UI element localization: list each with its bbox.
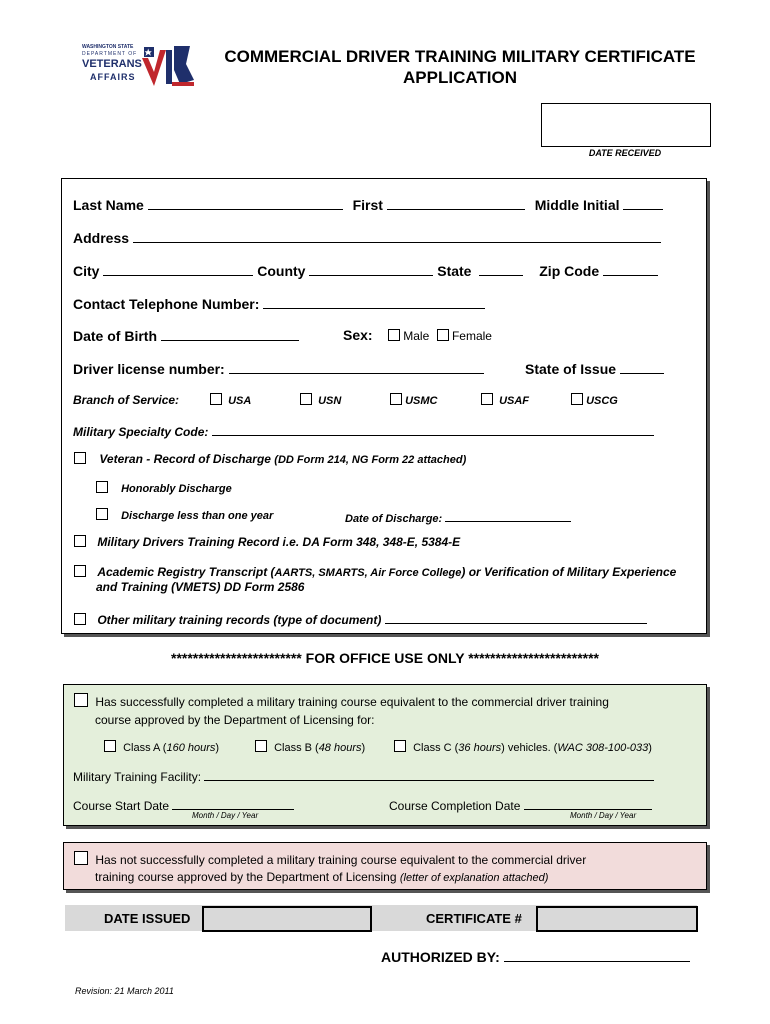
class-a-close: ) bbox=[215, 742, 220, 754]
license-field[interactable] bbox=[229, 360, 484, 374]
usaf-checkbox[interactable] bbox=[481, 393, 493, 405]
phone-row bbox=[73, 295, 485, 312]
state-field[interactable] bbox=[479, 262, 523, 276]
license-label: Driver license number: bbox=[73, 361, 225, 377]
class-a-label: Class A ( bbox=[123, 742, 167, 754]
honorable-label: Honorably Discharge bbox=[121, 483, 232, 495]
fail-note: (letter of explanation attached) bbox=[399, 872, 549, 884]
veteran-checkbox[interactable] bbox=[74, 452, 86, 464]
date-received-box[interactable] bbox=[541, 103, 711, 147]
class-b-row bbox=[255, 740, 365, 754]
authorized-label: AUTHORIZED BY: bbox=[381, 949, 500, 965]
wdva-logo bbox=[78, 44, 198, 88]
success-line2: course approved by the Department of Licensing for: bbox=[95, 713, 375, 727]
less-year-label: Discharge less than one year bbox=[121, 510, 274, 522]
class-c-row bbox=[394, 740, 652, 754]
discharge-date-label: Date of Discharge: bbox=[345, 513, 443, 525]
middle-initial-field[interactable] bbox=[623, 196, 663, 210]
academic-label-small: AARTS, SMARTS, Air Force College bbox=[274, 567, 462, 579]
logo-text-main1: VETERANS bbox=[82, 58, 142, 70]
usa-label: USA bbox=[228, 395, 252, 407]
class-c-checkbox[interactable] bbox=[394, 740, 406, 752]
facility-label: Military Training Facility: bbox=[73, 770, 202, 784]
middle-initial-label: Middle Initial bbox=[534, 197, 620, 213]
class-b-close: ) bbox=[361, 742, 366, 754]
date-issued-field[interactable] bbox=[202, 906, 372, 932]
usn-checkbox[interactable] bbox=[300, 393, 312, 405]
class-a-row bbox=[104, 740, 219, 754]
class-c-hours: 36 hours bbox=[458, 742, 502, 754]
branch-label: Branch of Service: bbox=[73, 393, 180, 407]
mil-drivers-row bbox=[74, 535, 460, 549]
city-label: City bbox=[73, 263, 100, 279]
revision-note: Revision: 21 March 2011 bbox=[75, 986, 174, 996]
form-title-line2: APPLICATION bbox=[403, 68, 517, 87]
city-row bbox=[73, 262, 658, 279]
fail-checkbox[interactable] bbox=[74, 851, 88, 865]
date-issued-label: DATE ISSUED bbox=[104, 911, 191, 926]
logo-text-top: WASHINGTON STATE bbox=[82, 44, 134, 50]
class-c-rest: ) vehicles. ( bbox=[501, 742, 558, 754]
logo-flag-icon bbox=[140, 44, 196, 88]
start-date-hint: Month / Day / Year bbox=[192, 811, 259, 820]
male-checkbox[interactable] bbox=[388, 329, 400, 341]
facility-field[interactable] bbox=[204, 767, 654, 781]
class-b-hours: 48 hours bbox=[318, 742, 362, 754]
fail-line1: Has not successfully completed a military training course equivalent to the commercial driver bbox=[95, 853, 587, 867]
dob-label: Date of Birth bbox=[73, 328, 157, 344]
facility-row bbox=[73, 767, 654, 784]
phone-field[interactable] bbox=[263, 295, 485, 309]
other-label: Other military training records (type of document) bbox=[97, 613, 382, 627]
academic-row bbox=[74, 565, 676, 579]
specialty-label: Military Specialty Code: bbox=[73, 425, 209, 439]
usmc-label: USMC bbox=[405, 395, 438, 407]
honorable-checkbox[interactable] bbox=[96, 481, 108, 493]
sex-row bbox=[343, 327, 492, 343]
branch-usmc bbox=[390, 393, 437, 407]
branch-usaf bbox=[481, 393, 529, 407]
dob-field[interactable] bbox=[161, 327, 299, 341]
veteran-row bbox=[74, 452, 466, 466]
logo-text-mid: DEPARTMENT OF bbox=[82, 51, 138, 57]
class-a-hours: 160 hours bbox=[166, 742, 216, 754]
state-issue-field[interactable] bbox=[620, 360, 664, 374]
class-c-close: ) bbox=[648, 742, 652, 754]
class-c-label: Class C ( bbox=[413, 742, 459, 754]
success-checkbox[interactable] bbox=[74, 693, 88, 707]
zip-field[interactable] bbox=[603, 262, 658, 276]
certificate-label: CERTIFICATE # bbox=[426, 911, 522, 926]
fail-line2: training course approved by the Department of Licensing bbox=[95, 870, 397, 884]
state-issue-row bbox=[525, 360, 664, 377]
less-year-checkbox[interactable] bbox=[96, 508, 108, 520]
license-row bbox=[73, 360, 484, 377]
success-text bbox=[74, 693, 609, 729]
dob-row bbox=[73, 327, 299, 344]
name-row bbox=[73, 196, 663, 213]
branch-usa bbox=[210, 393, 251, 407]
branch-usn bbox=[300, 393, 341, 407]
city-field[interactable] bbox=[103, 262, 253, 276]
start-date-field[interactable] bbox=[172, 796, 294, 810]
date-received-label: DATE RECEIVED bbox=[588, 148, 662, 158]
county-field[interactable] bbox=[309, 262, 433, 276]
veteran-sub-label: (DD Form 214, NG Form 22 attached) bbox=[274, 454, 467, 466]
first-name-label: First bbox=[352, 197, 383, 213]
county-label: County bbox=[257, 263, 306, 279]
usmc-checkbox[interactable] bbox=[390, 393, 402, 405]
completion-date-hint: Month / Day / Year bbox=[570, 811, 637, 820]
address-row bbox=[73, 229, 661, 246]
address-label: Address bbox=[73, 230, 130, 246]
academic-label-b: ) or Verification of Military Experience bbox=[461, 565, 677, 579]
branch-uscg bbox=[571, 393, 618, 407]
mil-drivers-checkbox[interactable] bbox=[74, 535, 86, 547]
specialty-field[interactable] bbox=[212, 422, 654, 436]
academic-checkbox[interactable] bbox=[74, 565, 86, 577]
male-label: Male bbox=[403, 329, 430, 343]
sex-label: Sex: bbox=[343, 327, 373, 343]
form-title-line1: COMMERCIAL DRIVER TRAINING MILITARY CERTIFICATE bbox=[224, 47, 696, 66]
usa-checkbox[interactable] bbox=[210, 393, 222, 405]
last-name-field[interactable] bbox=[148, 196, 343, 210]
less-year-row bbox=[96, 508, 273, 522]
other-field[interactable] bbox=[385, 610, 647, 624]
discharge-date-field[interactable] bbox=[445, 508, 571, 522]
office-use-banner: ************************ FOR OFFICE USE ONLY ************************ bbox=[171, 650, 599, 666]
female-label: Female bbox=[451, 329, 492, 343]
uscg-checkbox[interactable] bbox=[571, 393, 583, 405]
veteran-label: Veteran - Record of Discharge bbox=[99, 452, 271, 466]
fail-text bbox=[74, 851, 586, 887]
form-title bbox=[200, 46, 720, 88]
last-name-label: Last Name bbox=[73, 197, 144, 213]
wac-ref: WAC 308-100-033 bbox=[557, 742, 649, 754]
start-date-row bbox=[73, 796, 294, 813]
class-b-label: Class B ( bbox=[274, 742, 319, 754]
start-date-label: Course Start Date bbox=[73, 799, 170, 813]
first-name-field[interactable] bbox=[387, 196, 525, 210]
mil-drivers-label: Military Drivers Training Record i.e. DA Form 348, 348-E, 5384-E bbox=[97, 535, 461, 549]
authorized-row bbox=[381, 948, 690, 965]
logo-text-main2: AFFAIRS bbox=[90, 72, 136, 82]
success-line1: Has successfully completed a military training course equivalent to the commercial driver training bbox=[95, 695, 609, 709]
completion-date-label: Course Completion Date bbox=[389, 799, 521, 813]
class-b-checkbox[interactable] bbox=[255, 740, 267, 752]
certificate-field[interactable] bbox=[536, 906, 698, 932]
state-issue-label: State of Issue bbox=[525, 361, 617, 377]
other-row bbox=[74, 610, 647, 627]
zip-label: Zip Code bbox=[539, 263, 600, 279]
state-label: State bbox=[437, 263, 472, 279]
discharge-date-row bbox=[345, 508, 571, 525]
class-a-checkbox[interactable] bbox=[104, 740, 116, 752]
female-checkbox[interactable] bbox=[437, 329, 449, 341]
completion-date-field[interactable] bbox=[524, 796, 652, 810]
academic-line2: and Training (VMETS) DD Form 2586 bbox=[96, 580, 305, 594]
usn-label: USN bbox=[318, 395, 342, 407]
other-checkbox[interactable] bbox=[74, 613, 86, 625]
honorable-row bbox=[96, 481, 232, 495]
uscg-label: USCG bbox=[586, 395, 618, 407]
usaf-label: USAF bbox=[499, 395, 530, 407]
authorized-field[interactable] bbox=[504, 948, 690, 962]
specialty-row bbox=[73, 422, 654, 439]
phone-label: Contact Telephone Number: bbox=[73, 296, 260, 312]
academic-label-a: Academic Registry Transcript ( bbox=[97, 565, 275, 579]
address-field[interactable] bbox=[133, 229, 661, 243]
